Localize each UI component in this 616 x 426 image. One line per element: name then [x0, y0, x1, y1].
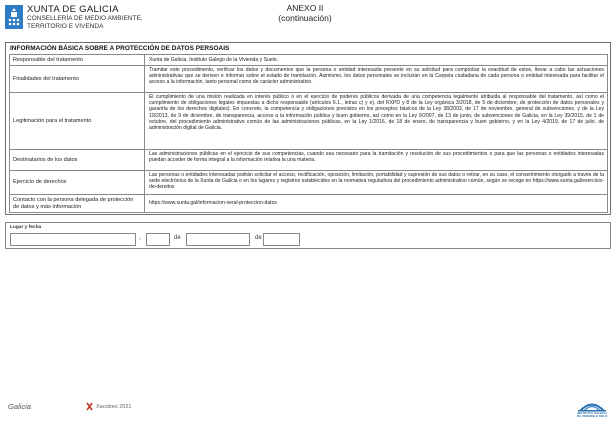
table-row: [9, 170, 608, 194]
place-input[interactable]: [10, 233, 136, 246]
row-value: Las administraciones públicas en el ejercicio de sus competencias, cuando sea necesario para la tramitación y resolución de sus procedimientos o para que las personas o entidades interesadas puedan acceder de forma integral a la información relativa la una materia.: [149, 151, 604, 164]
igvs-text-line-1: INSTITUTO GALEGO: [577, 411, 607, 415]
row-label: Ejercicio de derechos: [10, 171, 145, 194]
table-row: [9, 92, 608, 149]
data-protection-table: [9, 54, 608, 213]
org-title: XUNTA DE GALICIA: [27, 4, 119, 15]
org-subtitle-1: CONSELLERÍA DE MEDIO AMBIENTE,: [27, 15, 143, 22]
igvs-text-line-2: DA VIVENDA E SOLO: [576, 414, 608, 419]
galicia-flag-icon: [5, 5, 23, 29]
place-date-label: Lugar y fecha: [10, 225, 42, 230]
xunta-logo: [5, 4, 155, 34]
month-input[interactable]: [186, 233, 250, 246]
day-input[interactable]: [146, 233, 170, 246]
de-label-2: de: [255, 235, 262, 241]
row-label: Finalidades del tratamento: [10, 66, 145, 92]
row-value: Xunta de Galicia. Instituto Galego de la Vivienda y Suelo.: [149, 56, 279, 63]
section-title: INFORMACIÓN BÁSICA SOBRE A PROTECCIÓN DE DATOS PERSOAIS: [10, 45, 230, 52]
row-value: Las personas o entidades interesadas podrán solicitar el acceso, rectificación, oposición, limitación, portabilidad y supresión de sus datos o retirar, en su caso, el consentimiento otorgado a través de la sede electrónica de la Xunta de Galicia o en los lugares y registros establecidos en la normativa reguladora del procedimiento administrativo común, según se recoge en https://www.xunta.gal/exercicio-de-dereitos: [149, 172, 604, 191]
data-protection-section: [5, 42, 611, 215]
galicia-brand-logo: Galicia: [8, 402, 31, 411]
igvs-emblem-icon: [574, 398, 610, 412]
privacy-info-link[interactable]: https://www.xunta.gal/informacion-xeral-proteccion-datos: [149, 200, 277, 207]
place-date-section: [5, 222, 611, 249]
year-input[interactable]: [263, 233, 300, 246]
de-label-1: de: [174, 235, 181, 241]
xacobeo-icon: [86, 402, 93, 411]
table-row: [9, 65, 608, 92]
row-label: Contacto con la persona delegada de protección de datos y más información: [10, 195, 145, 212]
annex-subtitle: (continuación): [278, 12, 332, 23]
row-label: Legitimación para el tratamento: [10, 93, 145, 149]
row-label: Destinatarios de los datos: [10, 150, 145, 170]
table-row: [9, 194, 608, 213]
igvs-text: [574, 412, 610, 419]
xacobeo-logo-text: Xacobeo 2021: [96, 404, 132, 410]
table-row: [9, 149, 608, 170]
table-row: [9, 54, 608, 65]
row-value: Tramitar este procedimento, verificar los datos y documentos que la persona o entidad interesada presente en su solicitud para comprobar la exactitud de estos, llevar a cabo las actuaciones administrativas que se deriven e informar sobre el estado de tramitación. Asimismo, los datos personales se incluirán en la Carpeta ciudadana de cada persona o entidad interesada para facilitar el acceso a la información, tanto personal como de carácter administrativo.: [149, 67, 604, 86]
annex-heading: [270, 4, 340, 23]
org-subtitle-2: TERRITORIO E VIVENDA: [27, 23, 104, 30]
row-value: El cumplimiento de una misión realizada en interés público o en el ejercicio de poderes públicos derivada de una competencia legalmente atribuida al responsable del tratamento, así como el cumplimiento de obligaciones legales impuestas a dicho responsable (artículos 6.1., letras c) y e), del RXPD y 8 de la Ley orgánica 3/2018, de 5 de diciembre, de protección de datos personales y garantía de los derechos digitales). En concreto, la competencia y obligaciones previstos en los preceptos básicos de la Ley 38/2003, de 17 de noviembre, general de subvenciones, y de la Ley 19/2013, de 9 de diciembre, de transparencia, acceso a la información pública y buen gobierno, así como en la Ley 9/2007, de 13 de junio, de subvenciones de Galicia, en la Ley 39/2015, de 1 de octubre, del procedimiento administrativo común de las administraciones públicas, en la Ley 1/2016, de 18 de enero, de transparencia y buen gobierno, y en la Ley 4/2019, de 17 de julio, de administración digital de Galicia.: [149, 94, 604, 132]
row-label: Responsable del tratamento: [10, 55, 145, 65]
comma-separator: ,: [139, 235, 141, 241]
igvs-logo: [574, 398, 610, 424]
annex-title: ANEXO II: [286, 3, 324, 13]
